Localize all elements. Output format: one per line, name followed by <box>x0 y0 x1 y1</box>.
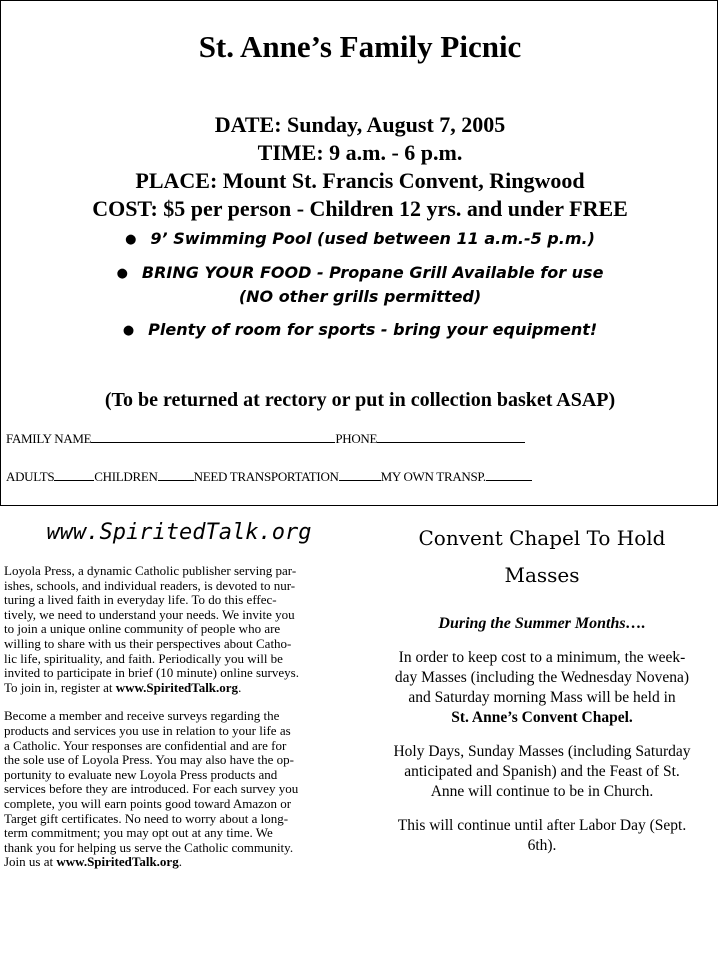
return-instructions: (To be returned at rectory or put in collection basket ASAP) <box>104 389 616 411</box>
family-name-label: FAMILY NAME <box>6 431 92 446</box>
bullet-text: 9’ Swimming Pool (used between 11 a.m.-5 p.m.) <box>150 229 595 248</box>
spirited-talk-paragraph <box>4 709 354 870</box>
list-item <box>1 318 719 342</box>
bullet-text: Plenty of room for sports - bring your equipment! <box>148 320 598 339</box>
own-transportation-label: MY OWN TRANSP. <box>380 469 486 484</box>
bullet-icon: ● <box>116 266 128 281</box>
website-link[interactable]: www.SpiritedTalk.org <box>115 679 239 695</box>
event-place: PLACE: Mount St. Francis Convent, Ringwood <box>135 168 585 193</box>
chapel-location: St. Anne’s Convent Chapel. <box>451 709 633 726</box>
chapel-column <box>362 520 722 856</box>
chapel-title-line: Convent Chapel To Hold <box>418 526 666 550</box>
need-transportation-label: NEED TRANSPORTATION <box>193 469 339 484</box>
chapel-subtitle: During the Summer Months…. <box>438 615 646 632</box>
spirited-talk-column <box>4 518 354 870</box>
chapel-paragraph <box>362 648 722 728</box>
event-time: TIME: 9 a.m. - 6 p.m. <box>257 140 463 165</box>
chapel-title-line: Masses <box>504 563 580 587</box>
adults-field[interactable] <box>54 467 94 481</box>
form-row-attendance <box>6 467 532 486</box>
event-details <box>1 111 719 223</box>
website-link[interactable]: www.SpiritedTalk.org <box>56 854 179 870</box>
paragraph-text: Loyola Press, a dynamic Catholic publisher serving par- ishes, schools, and individual readers, is devoted to nur- turing a lived faith in everyday life. To do this effec- tively, we need to understand your needs. We invite you to join a unique online community of people who are willing to share with us their perspectives about Catho- lic life, spirituality, and faith. Periodically you will be invited to participate in brief (10 minute) online surveys. To join in, register at <box>4 563 299 695</box>
bullet-icon: ● <box>125 232 137 247</box>
paragraph-text: Become a member and receive surveys regarding the products and services you use in relation to your life as a Catholic. Your responses are confidential and are for the sole use of Loyola Press. You may also have the op- portunity to evaluate new Loyola Press products and services before they are introduced. For each survey you complete, you will earn points good toward Amazon or Target gift certificates. No need to worry about a long- term commitment; you may opt out at any time. We thank you for helping us serve the Catholic community. Join us at <box>4 708 299 870</box>
event-date: DATE: Sunday, August 7, 2005 <box>214 112 506 137</box>
paragraph-text-end: . <box>178 854 182 870</box>
spirited-talk-title: www.SpiritedTalk.org <box>46 520 312 545</box>
bullet-text-continued: (NO other grills permitted) <box>238 287 482 306</box>
children-field[interactable] <box>158 467 194 481</box>
chapel-paragraph: Holy Days, Sunday Masses (including Saturday anticipated and Spanish) and the Feast of St. Anne will continue to be in Church. <box>393 743 691 800</box>
chapel-title <box>362 520 722 594</box>
paragraph-text-end: . <box>238 679 242 695</box>
adults-label: ADULTS <box>6 469 55 484</box>
list-item <box>1 261 719 308</box>
event-cost: COST: $5 per person - Children 12 yrs. and under FREE <box>92 196 628 221</box>
need-transportation-field[interactable] <box>339 467 381 481</box>
flyer-title: St. Anne’s Family Picnic <box>198 29 522 64</box>
own-transportation-field[interactable] <box>486 467 532 481</box>
bullet-icon: ● <box>122 323 135 338</box>
spirited-talk-paragraph <box>4 564 354 695</box>
bullet-text: BRING YOUR FOOD - Propane Grill Available for use <box>141 263 604 282</box>
phone-label: PHONE <box>335 431 378 446</box>
children-label: CHILDREN <box>94 469 158 484</box>
form-row-family <box>6 429 525 448</box>
family-name-field[interactable] <box>91 429 335 443</box>
highlights-list <box>1 227 719 342</box>
list-item <box>1 227 719 251</box>
chapel-paragraph: This will continue until after Labor Day (Sept. 6th). <box>397 817 687 854</box>
phone-field[interactable] <box>377 429 525 443</box>
paragraph-text: In order to keep cost to a minimum, the week- day Masses (including the Wednesday Novena) and Saturday morning Mass will be held in <box>394 649 690 706</box>
